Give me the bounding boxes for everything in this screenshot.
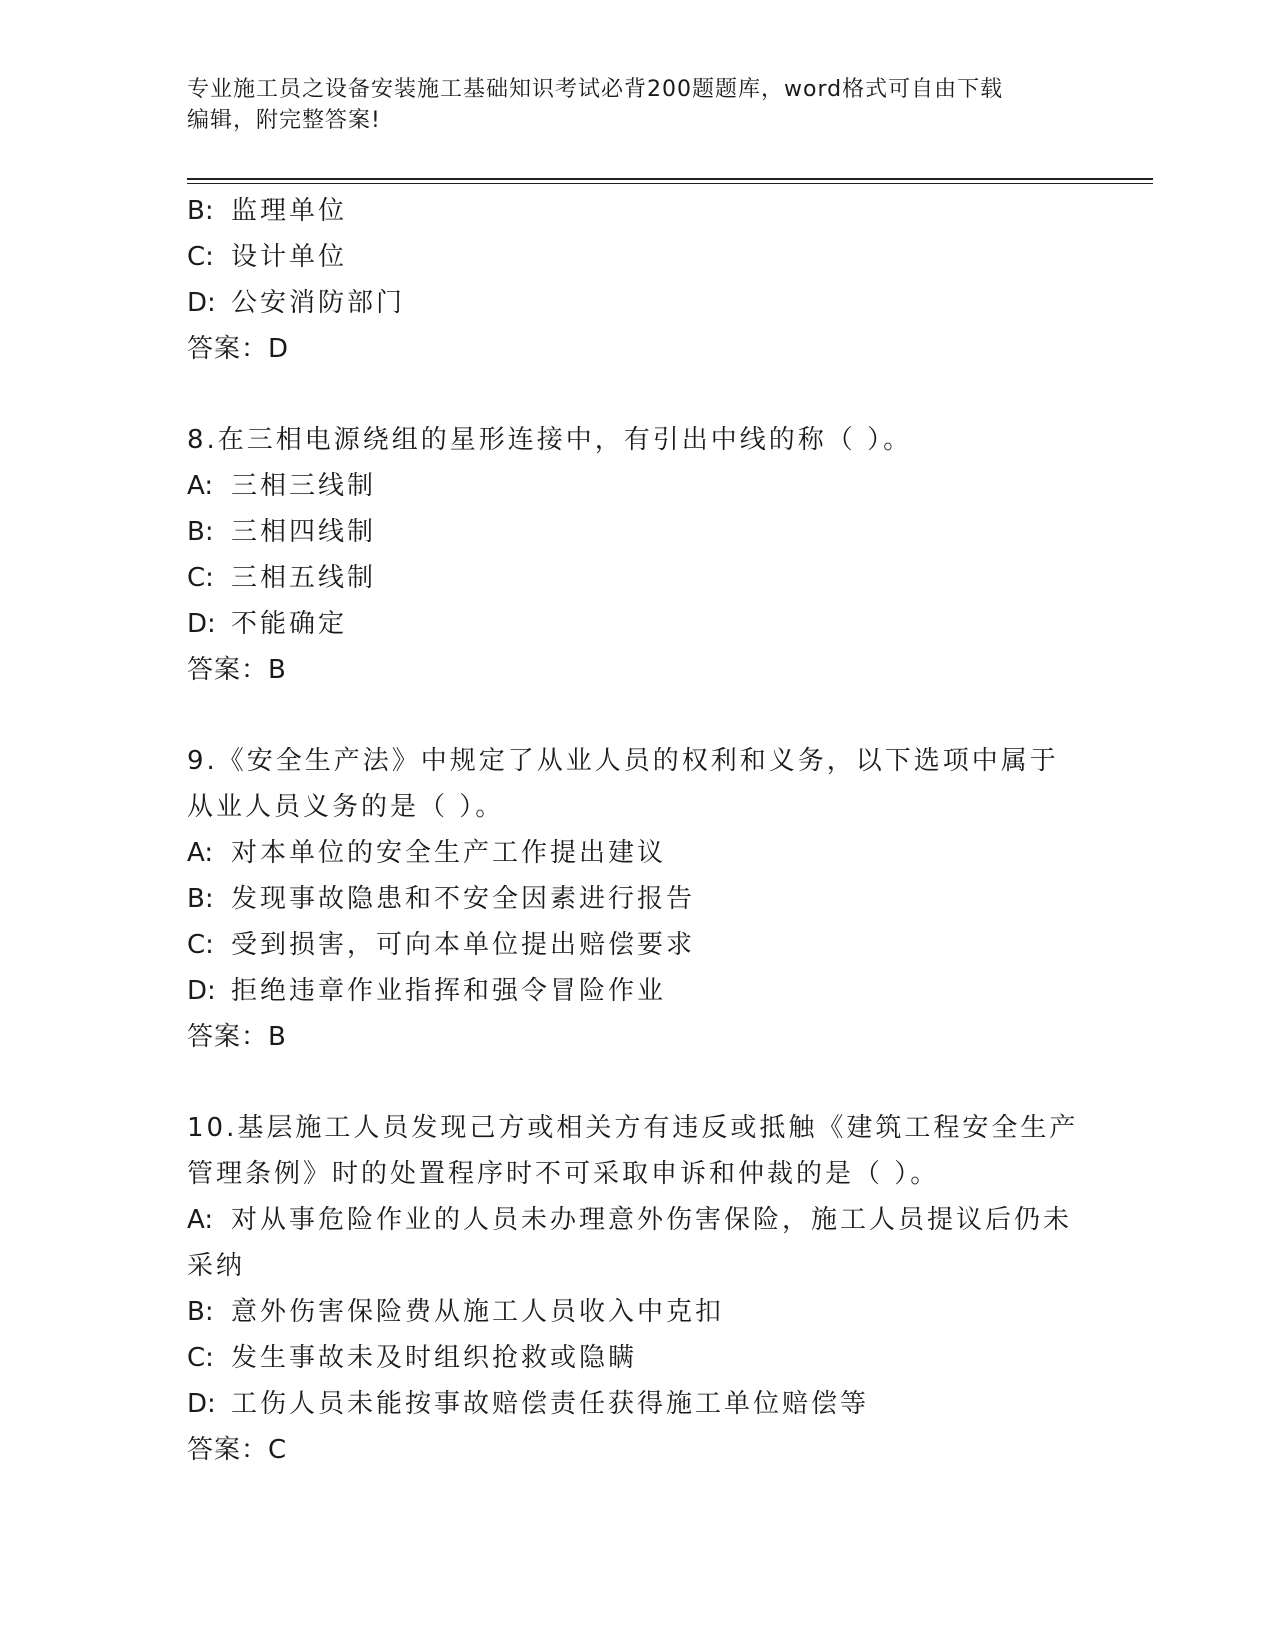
option-text: 三相三线制	[231, 471, 377, 501]
question-10	[187, 1105, 1087, 1473]
answer-line: 答案：B	[187, 655, 287, 685]
option-text: 工伤人员未能按事故赔偿责任获得施工单位赔偿等	[231, 1389, 870, 1419]
option-text: 拒绝违章作业指挥和强令冒险作业	[231, 976, 667, 1006]
option-a	[187, 1197, 1087, 1243]
option-text: 采纳	[187, 1251, 246, 1281]
option-c	[187, 922, 1087, 968]
option-letter: D:	[187, 976, 216, 1006]
option-b	[187, 1289, 1087, 1335]
option-letter: B:	[187, 196, 214, 226]
question-9	[187, 738, 1087, 1060]
question-stem: 8.在三相电源绕组的星形连接中，有引出中线的称（ ）。	[187, 425, 913, 455]
header-line-1: 专业施工员之设备安装施工基础知识考试必背200题题库，word格式可自由下载	[187, 77, 1004, 102]
question-7-continued	[187, 188, 1087, 372]
question-stem-line-1: 9.《安全生产法》中规定了从业人员的权利和义务，以下选项中属于	[187, 746, 1059, 776]
option-text: 发生事故未及时组织抢救或隐瞒	[231, 1343, 638, 1373]
header-line-2: 编辑，附完整答案!	[187, 108, 381, 133]
option-text: 三相四线制	[231, 517, 377, 547]
header-rule-thick	[187, 178, 1153, 180]
option-text: 意外伤害保险费从施工人员收入中克扣	[231, 1297, 725, 1327]
option-text: 不能确定	[231, 609, 348, 639]
option-letter: B:	[187, 1297, 214, 1327]
answer-line: 答案：B	[187, 1022, 287, 1052]
option-b	[187, 188, 1087, 234]
option-d	[187, 968, 1087, 1014]
option-text: 三相五线制	[231, 563, 377, 593]
option-a	[187, 830, 1087, 876]
option-letter: C:	[187, 1343, 214, 1373]
option-c	[187, 1335, 1087, 1381]
option-a-continued	[187, 1243, 1087, 1289]
question-stem-line-2: 管理条例》时的处置程序时不可采取申诉和仲裁的是（ ）。	[187, 1159, 940, 1189]
option-letter: D:	[187, 1389, 216, 1419]
option-letter: C:	[187, 242, 214, 272]
option-c	[187, 234, 1087, 280]
option-letter: A:	[187, 1205, 214, 1235]
option-text: 对从事危险作业的人员未办理意外伤害保险，施工人员提议后仍未	[231, 1205, 1073, 1235]
option-letter: D:	[187, 609, 216, 639]
option-letter: A:	[187, 838, 214, 868]
document-header	[187, 74, 1067, 136]
option-text: 受到损害，可向本单位提出赔偿要求	[231, 930, 696, 960]
option-text: 发现事故隐患和不安全因素进行报告	[231, 884, 696, 914]
option-c	[187, 555, 1087, 601]
option-letter: D:	[187, 288, 216, 318]
question-stem-line-1: 10.基层施工人员发现己方或相关方有违反或抵触《建筑工程安全生产	[187, 1113, 1079, 1143]
answer-line: 答案：C	[187, 1435, 288, 1465]
option-text: 公安消防部门	[231, 288, 406, 318]
option-text: 监理单位	[231, 196, 348, 226]
question-list	[187, 188, 1087, 1473]
option-letter: A:	[187, 471, 214, 501]
option-text: 对本单位的安全生产工作提出建议	[231, 838, 667, 868]
option-letter: B:	[187, 884, 214, 914]
header-rule-thin	[187, 183, 1153, 184]
option-d	[187, 601, 1087, 647]
option-d	[187, 280, 1087, 326]
option-letter: C:	[187, 563, 214, 593]
option-a	[187, 463, 1087, 509]
question-8	[187, 417, 1087, 693]
answer-line: 答案：D	[187, 334, 290, 364]
option-b	[187, 509, 1087, 555]
option-letter: C:	[187, 930, 214, 960]
option-d	[187, 1381, 1087, 1427]
option-b	[187, 876, 1087, 922]
option-letter: B:	[187, 517, 214, 547]
option-text: 设计单位	[231, 242, 348, 272]
question-stem-line-2: 从业人员义务的是（ ）。	[187, 792, 505, 822]
